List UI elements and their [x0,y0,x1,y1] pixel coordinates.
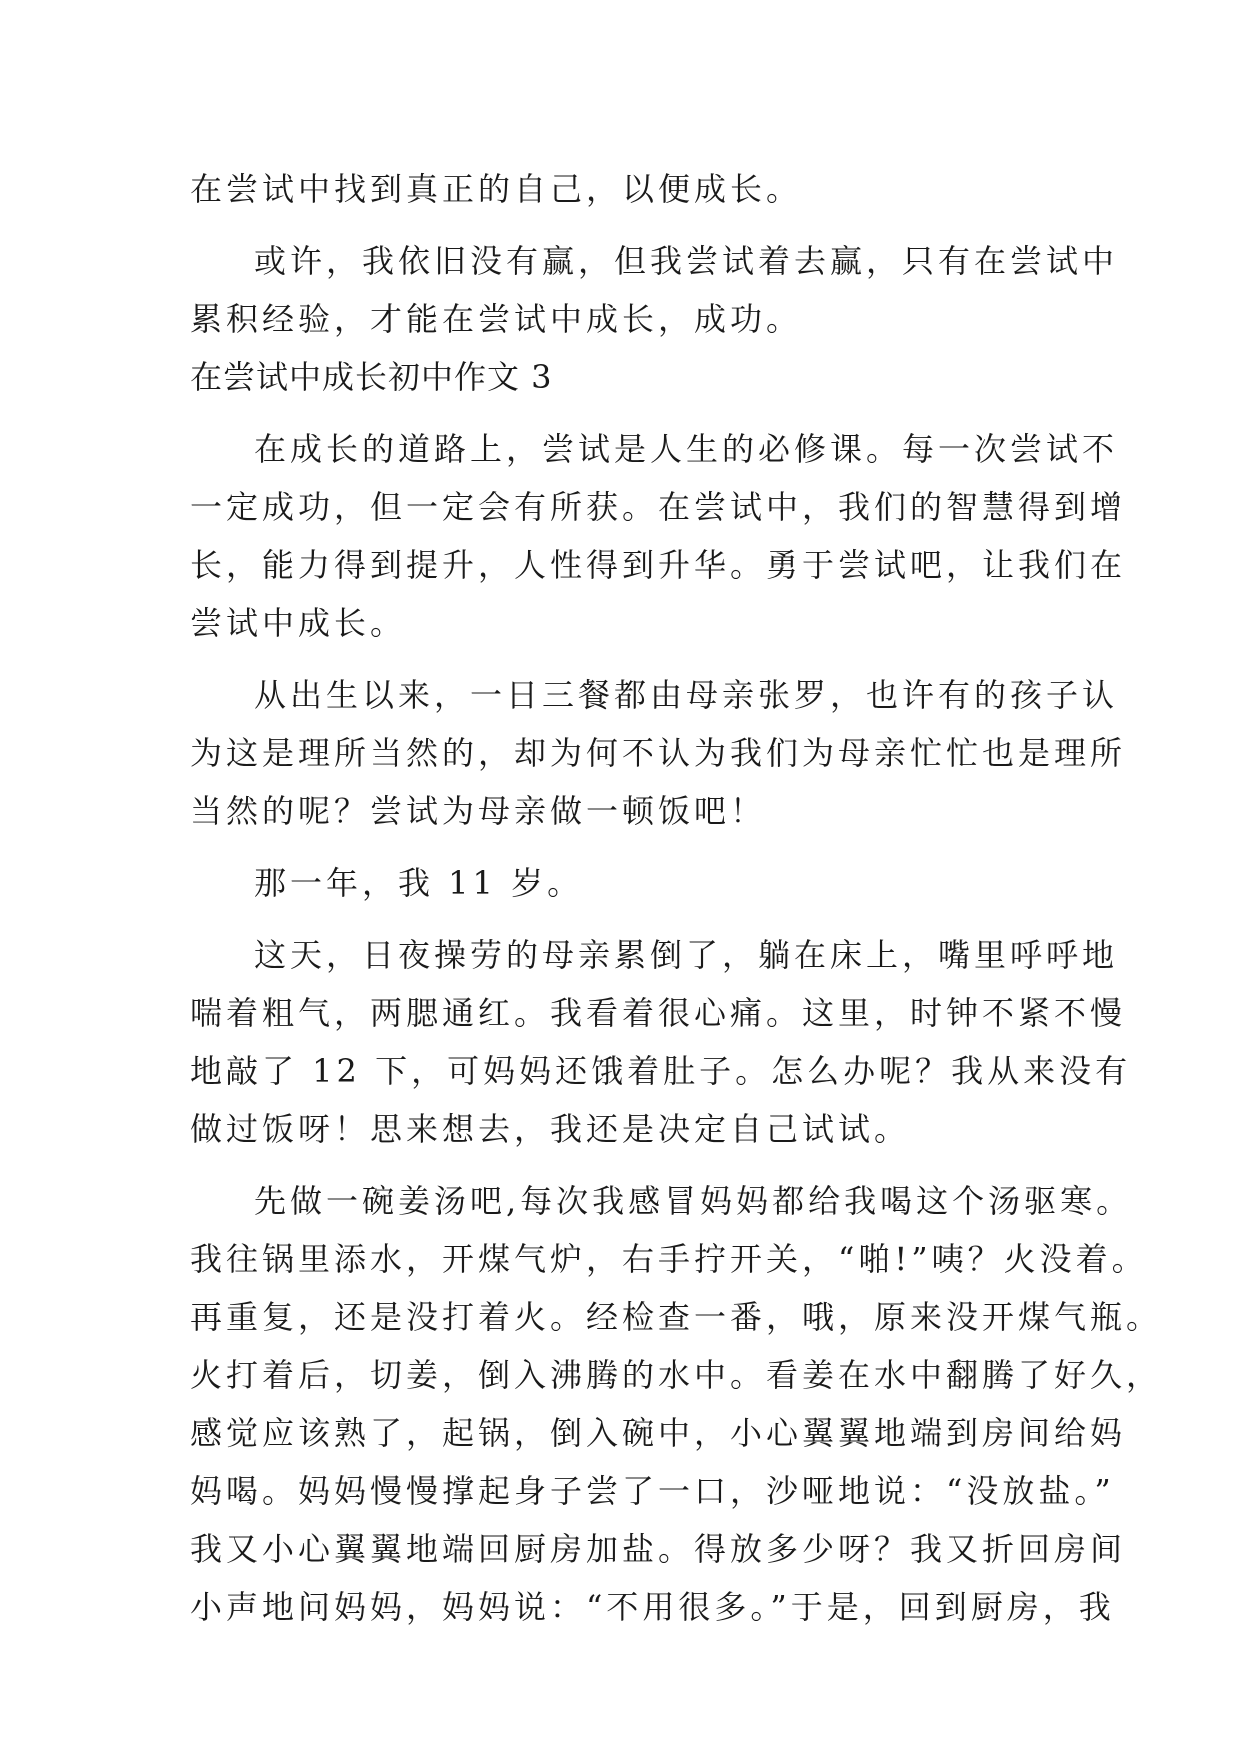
text-line: 从出生以来，一日三餐都由母亲张罗，也许有的孩子认 [254,676,1119,714]
text-line: 当然的呢？尝试为母亲做一顿饭吧！ [190,792,767,830]
section-heading: 在尝试中成长初中作文 3 [190,358,553,396]
text-line: 我往锅里添水，开煤气炉，右手拧开关，“啪!”咦？火没着。 [190,1240,1148,1278]
text-line: 累积经验，才能在尝试中成长，成功。 [190,300,803,338]
text-line: 地敲了 12 下，可妈妈还饿着肚子。怎么办呢？我从来没有 [190,1052,1132,1090]
paragraph-gap [190,840,1050,854]
text-line: 那一年，我 11 岁。 [254,864,584,902]
text-line: 先做一碗姜汤吧,每次我感冒妈妈都给我喝这个汤驱寒。 [254,1182,1133,1220]
text-line: 或许，我依旧没有赢，但我尝试着去赢，只有在尝试中 [254,242,1119,280]
text-line: 在成长的道路上，尝试是人生的必修课。每一次尝试不 [254,430,1119,468]
text-line: 喘着粗气，两腮通红。我看着很心痛。这里，时钟不紧不慢 [190,994,1127,1032]
document-body [190,160,1163,1636]
text-line: 感觉应该熟了，起锅，倒入碗中，小心翼翼地端到房间给妈 [190,1414,1127,1452]
text-line: 我又小心翼翼地端回厨房加盐。得放多少呀？我又折回房间 [190,1530,1127,1568]
text-line: 长，能力得到提升，人性得到升华。勇于尝试吧，让我们在 [190,546,1127,584]
text-line: 妈喝。妈妈慢慢撑起身子尝了一口，沙哑地说：“没放盐。” [190,1472,1115,1510]
paragraph-gap [190,406,1050,420]
text-line: 做过饭呀！思来想去，我还是决定自己试试。 [190,1110,911,1148]
text-line: 在尝试中找到真正的自己，以便成长。 [190,170,803,208]
paragraph-gap [190,912,1050,926]
text-line: 小声地问妈妈，妈妈说：“不用很多。”于是，回到厨房，我 [190,1588,1115,1626]
text-line: 一定成功，但一定会有所获。在尝试中，我们的智慧得到增 [190,488,1127,526]
text-line: 这天，日夜操劳的母亲累倒了，躺在床上，嘴里呼呼地 [254,936,1119,974]
text-line: 火打着后，切姜，倒入沸腾的水中。看姜在水中翻腾了好久， [190,1356,1163,1394]
text-line: 为这是理所当然的，却为何不认为我们为母亲忙忙也是理所 [190,734,1127,772]
paragraph-gap [190,652,1050,666]
paragraph-gap [190,1158,1050,1172]
paragraph-gap [190,218,1050,232]
text-line: 再重复，还是没打着火。经检查一番，哦，原来没开煤气瓶。 [190,1298,1163,1336]
text-line: 尝试中成长。 [190,604,407,642]
